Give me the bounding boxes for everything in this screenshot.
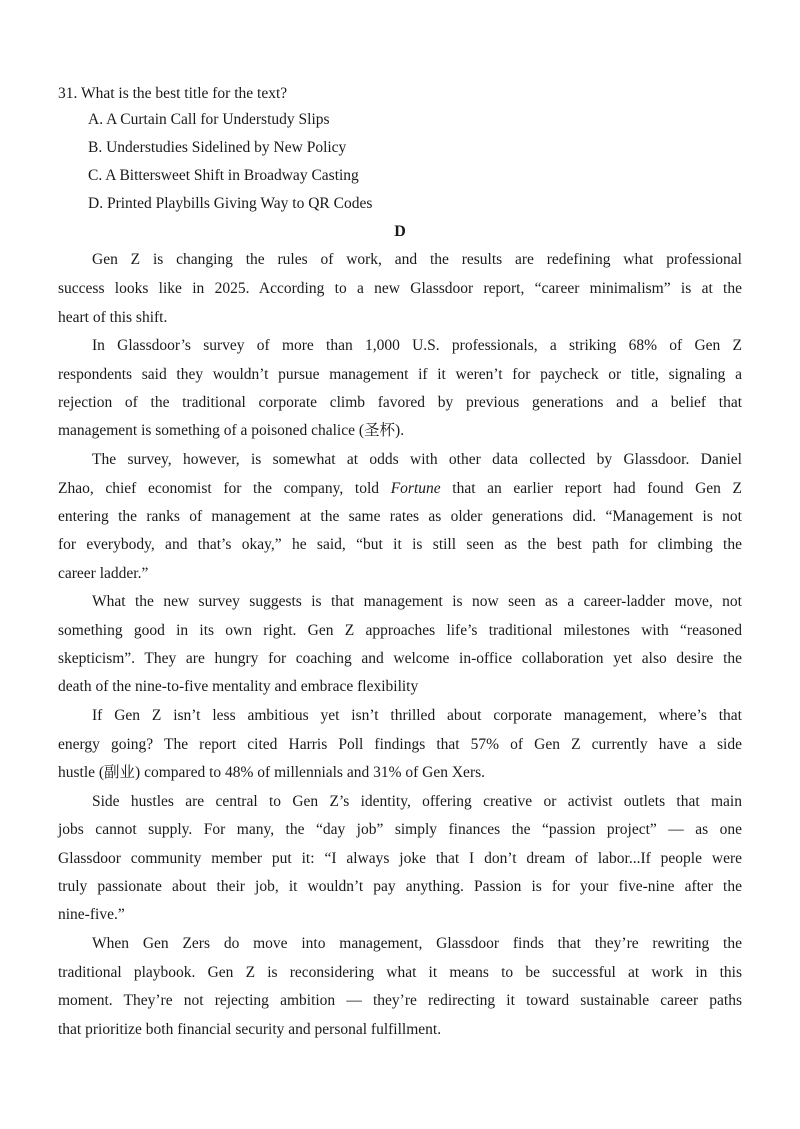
option-d: D. Printed Playbills Giving Way to QR Codes <box>88 195 373 212</box>
passage-line: skepticism”. They are hungry for coaching and welcome in-office collaboration yet also desire the <box>58 650 742 667</box>
passage-line: career ladder.” <box>58 565 149 582</box>
passage-line: When Gen Zers do move into management, Glassdoor finds that they’re rewriting the <box>92 935 742 952</box>
passage-line-with-italic <box>58 479 742 499</box>
passage-line: that prioritize both financial security and personal fulfillment. <box>58 1021 442 1038</box>
option-b: B. Understudies Sidelined by New Policy <box>88 139 347 156</box>
passage-line: traditional playbook. Gen Z is reconsidering what it means to be successful at work in this <box>58 964 742 981</box>
passage-line: truly passionate about their job, it wouldn’t pay anything. Passion is for your five-nine after the <box>58 878 742 895</box>
passage-line: energy going? The report cited Harris Poll findings that 57% of Gen Z currently have a side <box>58 736 742 753</box>
passage-line: success looks like in 2025. According to a new Glassdoor report, “career minimalism” is at the <box>58 280 742 297</box>
passage-line: entering the ranks of management at the same rates as older generations did. “Management is not <box>58 508 742 525</box>
passage-line: heart of this shift. <box>58 309 168 326</box>
passage-line: moment. They’re not rejecting ambition — they’re redirecting it toward sustainable career paths <box>58 992 742 1009</box>
passage-label: D <box>394 223 406 240</box>
passage-line: nine-five.” <box>58 906 125 923</box>
passage-line: Glassdoor community member put it: “I always joke that I don’t dream of labor...If people were <box>58 850 742 867</box>
passage-line: What the new survey suggests is that management is now seen as a career-ladder move, not <box>92 593 742 610</box>
passage-line: respondents said they wouldn’t pursue management if it weren’t for paycheck or title, signaling a <box>58 366 742 383</box>
passage-line: rejection of the traditional corporate climb favored by previous generations and a belief that <box>58 394 742 411</box>
publication-name: Fortune <box>390 480 441 497</box>
passage-line: something good in its own right. Gen Z approaches life’s traditional milestones with “reasoned <box>58 622 742 639</box>
passage-line: for everybody, and that’s okay,” he said, “but it is still seen as the best path for climbing the <box>58 536 742 553</box>
passage-line: Side hustles are central to Gen Z’s identity, offering creative or activist outlets that main <box>92 793 742 810</box>
option-a: A. A Curtain Call for Understudy Slips <box>88 111 330 128</box>
passage-line: The survey, however, is somewhat at odds with other data collected by Glassdoor. Daniel <box>92 451 742 468</box>
passage-line: jobs cannot supply. For many, the “day job” simply finances the “passion project” — as one <box>58 821 742 838</box>
passage-line: Gen Z is changing the rules of work, and the results are redefining what professional <box>92 251 742 268</box>
passage-line: management is something of a poisoned chalice (圣杯). <box>58 422 405 439</box>
passage-line: If Gen Z isn’t less ambitious yet isn’t thrilled about corporate management, where’s that <box>92 707 742 724</box>
passage-line: In Glassdoor’s survey of more than 1,000 U.S. professionals, a striking 68% of Gen Z <box>92 337 742 354</box>
passage-line: death of the nine-to-five mentality and embrace flexibility <box>58 678 419 695</box>
text-span: that an earlier report had found Gen Z <box>440 480 743 497</box>
text-span: Zhao, chief economist for the company, told <box>58 480 380 497</box>
passage-line: hustle (副业) compared to 48% of millennials and 31% of Gen Xers. <box>58 764 486 781</box>
option-c: C. A Bittersweet Shift in Broadway Casting <box>88 167 359 184</box>
question-stem: 31. What is the best title for the text? <box>58 85 288 102</box>
